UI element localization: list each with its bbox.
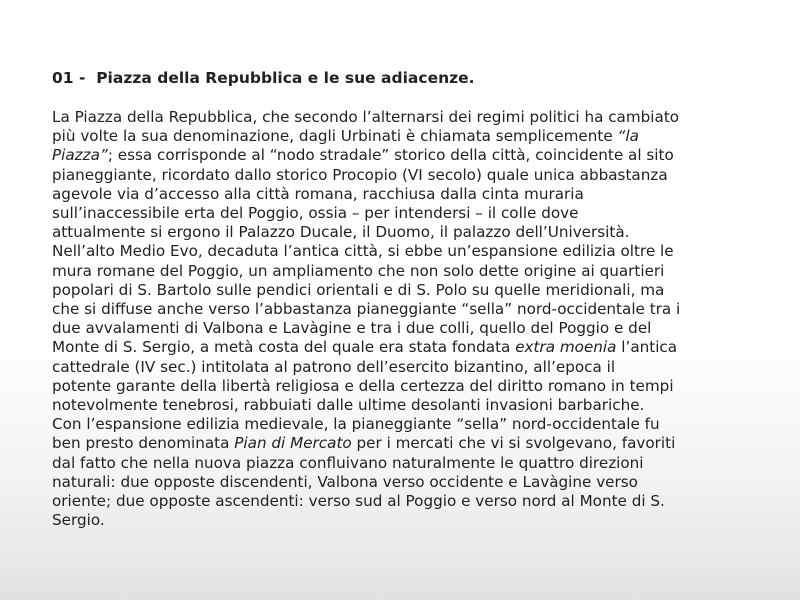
italic-quote: “la — [617, 127, 639, 146]
slide-content — [52, 66, 762, 530]
body-line: La Piazza della Repubblica, che secondo l’alternarsi dei regimi politici ha cambiato — [52, 108, 680, 126]
italic-term: extra moenia — [515, 338, 617, 357]
body-line: mura romane del Poggio, un ampliamento che non solo dette origine ai quartieri — [52, 261, 665, 280]
body-line: più volte la sua denominazione, dagli Urbinati è chiamata semplicemente “la — [52, 127, 639, 146]
title-spacer — [52, 90, 762, 108]
body-line: Nell’alto Medio Evo, decaduta l’antica città, si ebbe un’espansione edilizia oltre le — [52, 242, 674, 261]
body-line: attualmente si ergono il Palazzo Ducale, il Duomo, il palazzo dell’Università. — [52, 223, 630, 242]
body-line: naturali: due opposte discendenti, Valbona verso occidente e Lavàgine verso — [52, 472, 638, 491]
body-line: sull’inaccessibile erta del Poggio, ossia – per intendersi – il colle dove — [52, 204, 579, 223]
body-line: dal fatto che nella nuova piazza confluivano naturalmente le quattro direzioni — [52, 453, 644, 472]
slide-title: 01 - Piazza della Repubblica e le sue adiacenze. — [52, 69, 475, 87]
body-line: Piazza”; essa corrisponde al “nodo stradale” storico della città, coincidente al sito — [52, 146, 674, 165]
body-text — [52, 108, 762, 530]
italic-quote: Piazza” — [52, 146, 108, 165]
body-line: pianeggiante, ricordato dallo storico Procopio (VI secolo) quale unica abbastanza — [52, 165, 668, 184]
body-line: Monte di S. Sergio, a metà costa del quale era stata fondata extra moenia l’antica — [52, 338, 678, 357]
body-line: oriente; due opposte ascendenti: verso sud al Poggio e verso nord al Monte di S. — [52, 492, 665, 511]
body-line: due avvalamenti di Valbona e Lavàgine e tra i due colli, quello del Poggio e del — [52, 319, 652, 338]
body-line: potente garante della libertà religiosa e della certezza del diritto romano in tempi — [52, 376, 674, 395]
italic-term: Pian di Mercato — [234, 434, 352, 453]
body-line: Sergio. — [52, 511, 105, 530]
body-line: ben presto denominata Pian di Mercato per i mercati che vi si svolgevano, favoriti — [52, 434, 676, 453]
body-line: che si diffuse anche verso l’abbastanza pianeggiante “sella” nord-occidentale tra i — [52, 300, 681, 319]
body-line: agevole via d’accesso alla città romana, racchiusa dalla cinta muraria — [52, 184, 584, 203]
body-line: cattedrale (IV sec.) intitolata al patrono dell’esercito bizantino, all’epoca il — [52, 357, 616, 376]
body-line: Con l’espansione edilizia medievale, la pianeggiante “sella” nord-occidentale fu — [52, 415, 660, 434]
body-line: notevolmente tenebrosi, rabbuiati dalle ultime desolanti invasioni barbariche. — [52, 396, 645, 415]
body-line: popolari di S. Bartolo sulle pendici orientali e di S. Polo su quelle meridionali, ma — [52, 280, 665, 299]
